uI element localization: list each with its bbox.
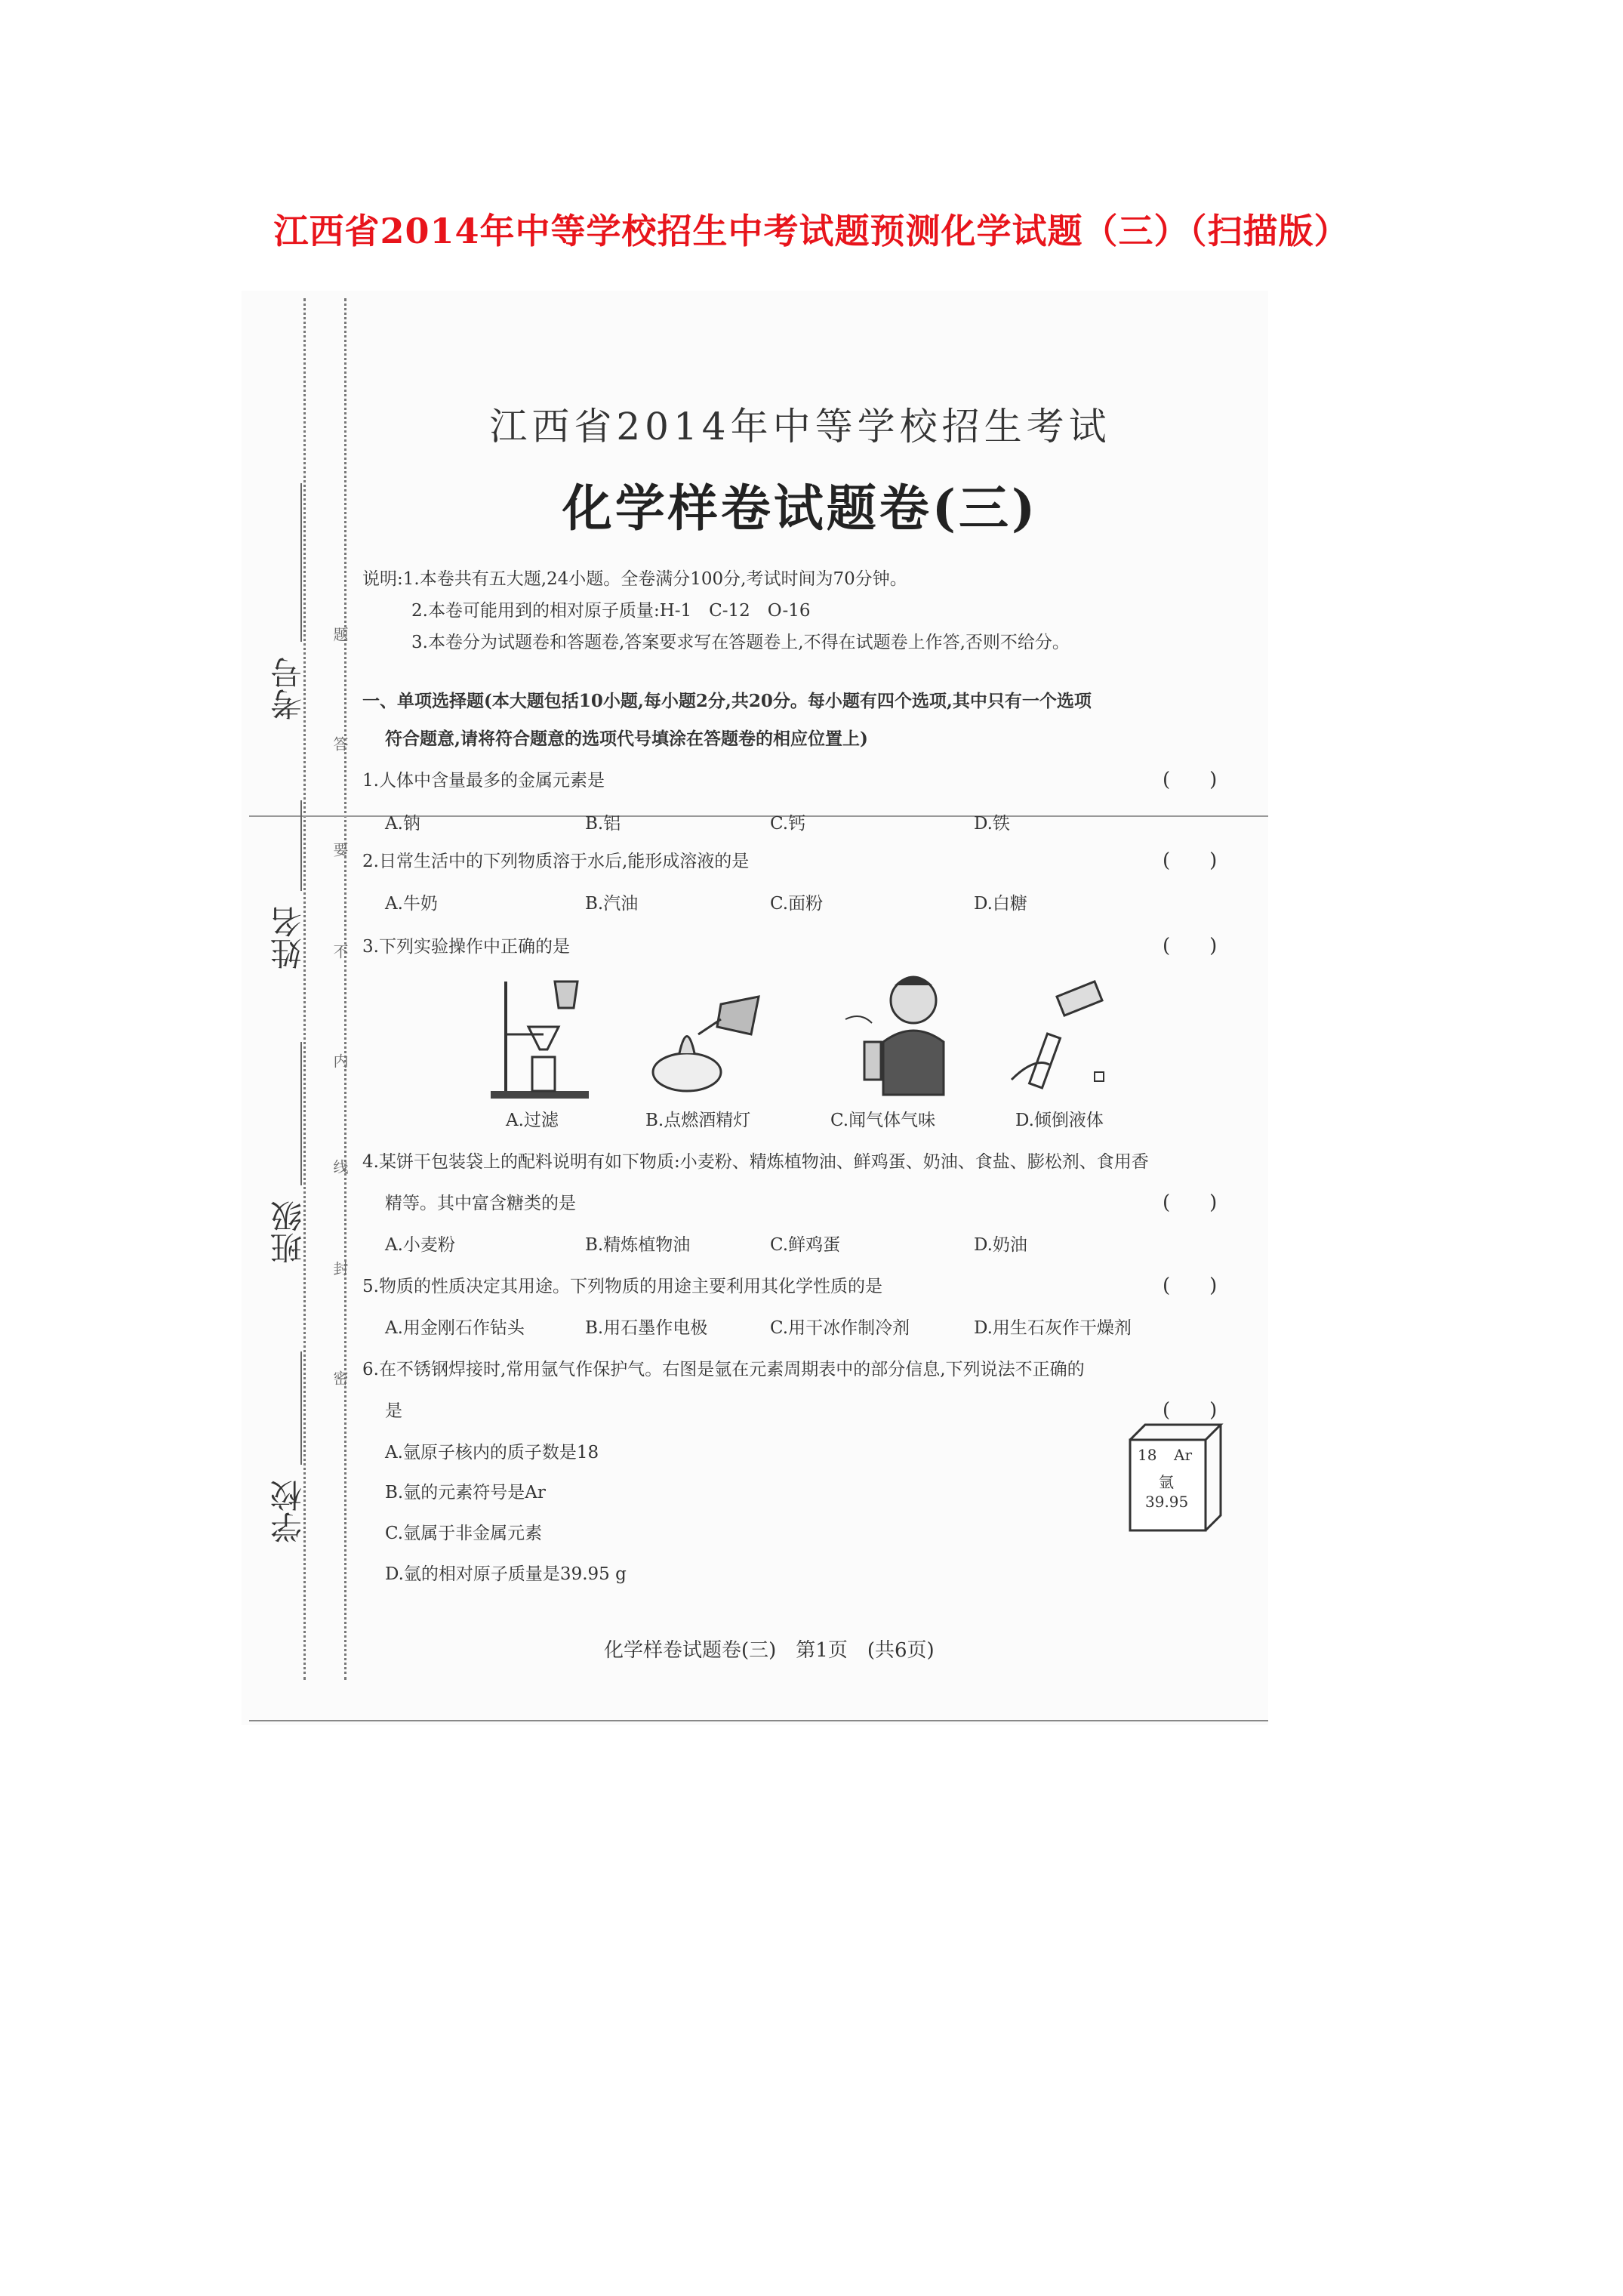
q4-option-a: A.小麦粉 — [385, 1235, 455, 1255]
xingming-label: 姓名 — [269, 906, 306, 969]
q3-answer-paren: ( ) — [1163, 935, 1218, 957]
argon-element-card — [1129, 1423, 1219, 1529]
margin-mark: 不 — [331, 944, 349, 959]
exam-title: 化学样卷试题卷(三) — [562, 479, 1039, 538]
q1-option-a: A.钠 — [385, 814, 420, 834]
exam-heading: 江西省2014年中等学校招生考试 — [489, 405, 1111, 448]
filtration-figure — [483, 966, 596, 1102]
section1-heading: 一、单项选择题(本大题包括10小题,每小题2分,共20分。每小题有四个选项,其中只有一个选项 — [362, 691, 1092, 711]
q2-stem: 2.日常生活中的下列物质溶于水后,能形成溶液的是 — [362, 852, 750, 871]
q1-option-b: B.铝 — [585, 814, 621, 834]
xuexiao-label: 学校 — [269, 1480, 306, 1543]
q6-option-d: D.氩的相对原子质量是39.95 g — [385, 1564, 627, 1584]
q1-option-d: D.铁 — [974, 814, 1010, 834]
kaohao-blank — [300, 483, 302, 642]
q4-option-b: B.精炼植物油 — [585, 1235, 691, 1255]
margin-mark: 答 — [331, 736, 349, 751]
q6-stem-line2: 是 — [385, 1401, 402, 1421]
q6-option-a: A.氩原子核内的质子数是18 — [385, 1443, 599, 1462]
q3-caption-c: C.闻气体气味 — [830, 1111, 936, 1130]
pour-liquid-figure — [1004, 966, 1117, 1102]
q2-option-b: B.汽油 — [585, 894, 639, 914]
margin-mark: 密 — [331, 1370, 349, 1385]
margin-mark: 线 — [331, 1159, 349, 1174]
note-3: 3.本卷分为试题卷和答题卷,答案要求写在答题卷上,不得在试题卷上作答,否则不给分。 — [411, 633, 1070, 652]
q5-option-c: C.用干冰作制冷剂 — [770, 1318, 910, 1338]
q6-stem-line1: 6.在不锈钢焊接时,常用氩气作保护气。右图是氩在元素周期表中的部分信息,下列说法不正确的 — [362, 1360, 1085, 1379]
section1-instruction: 符合题意,请将符合题意的选项代号填涂在答题卷的相应位置上) — [385, 729, 868, 749]
q4-answer-paren: ( ) — [1163, 1191, 1218, 1214]
margin-mark: 要 — [331, 842, 349, 857]
q3-caption-d: D.倾倒液体 — [1015, 1111, 1104, 1130]
kaohao-label: 考号 — [269, 657, 306, 720]
q2-option-c: C.面粉 — [770, 894, 824, 914]
banji-label: 班级 — [269, 1200, 306, 1264]
element-name: 氩 — [1159, 1473, 1174, 1491]
q4-option-d: D.奶油 — [974, 1235, 1027, 1255]
q4-stem-line1: 4.某饼干包装袋上的配料说明有如下物质:小麦粉、精炼植物油、鲜鸡蛋、奶油、食盐、膨松剂、食用香 — [362, 1152, 1149, 1172]
margin-mark: 封 — [331, 1261, 349, 1276]
q1-answer-paren: ( ) — [1163, 769, 1218, 791]
q6-answer-paren: ( ) — [1163, 1399, 1218, 1422]
q3-stem: 3.下列实验操作中正确的是 — [362, 937, 570, 957]
document-title: 江西省2014年中等学校招生中考试题预测化学试题（三）（扫描版） — [273, 211, 1350, 251]
alcohol-lamp-figure — [645, 966, 774, 1102]
element-atomic-mass: 39.95 — [1145, 1493, 1189, 1511]
q1-stem: 1.人体中含量最多的金属元素是 — [362, 771, 605, 791]
note-1: 说明:1.本卷共有五大题,24小题。全卷满分100分,考试时间为70分钟。 — [362, 569, 907, 589]
page-footer: 化学样卷试题卷(三) 第1页 (共6页) — [604, 1639, 935, 1662]
scan-bottom-rule — [249, 1720, 1268, 1721]
xuexiao-blank — [300, 1351, 302, 1465]
q3-caption-a: A.过滤 — [506, 1111, 559, 1130]
q5-stem: 5.物质的性质决定其用途。下列物质的用途主要利用其化学性质的是 — [362, 1277, 882, 1296]
q5-option-a: A.用金刚石作钻头 — [385, 1318, 525, 1338]
q3-caption-b: B.点燃酒精灯 — [645, 1111, 751, 1130]
banji-blank — [300, 1042, 302, 1185]
element-symbol: Ar — [1174, 1446, 1193, 1464]
q5-option-d: D.用生石灰作干燥剂 — [974, 1318, 1132, 1338]
q5-answer-paren: ( ) — [1163, 1274, 1218, 1297]
q4-stem-line2: 精等。其中富含糖类的是 — [385, 1194, 576, 1213]
smell-gas-figure — [830, 966, 959, 1102]
q4-option-c: C.鲜鸡蛋 — [770, 1235, 841, 1255]
q2-option-a: A.牛奶 — [385, 894, 438, 914]
margin-mark: 内 — [331, 1053, 349, 1068]
xingming-blank — [300, 800, 302, 891]
note-2: 2.本卷可能用到的相对原子质量:H-1 C-12 O-16 — [411, 601, 811, 621]
margin-mark: 题 — [331, 627, 349, 642]
q5-option-b: B.用石墨作电极 — [585, 1318, 708, 1338]
q2-answer-paren: ( ) — [1163, 849, 1218, 872]
q1-option-c: C.钙 — [770, 814, 806, 834]
element-cube-outline — [1129, 1423, 1227, 1536]
binding-dotted-line-left — [303, 298, 306, 1680]
binding-dotted-line-right — [344, 298, 346, 1680]
q6-option-c: C.氩属于非金属元素 — [385, 1524, 543, 1543]
q2-option-d: D.白糖 — [974, 894, 1027, 914]
q6-option-b: B.氩的元素符号是Ar — [385, 1483, 546, 1502]
element-atomic-number: 18 — [1138, 1446, 1157, 1464]
